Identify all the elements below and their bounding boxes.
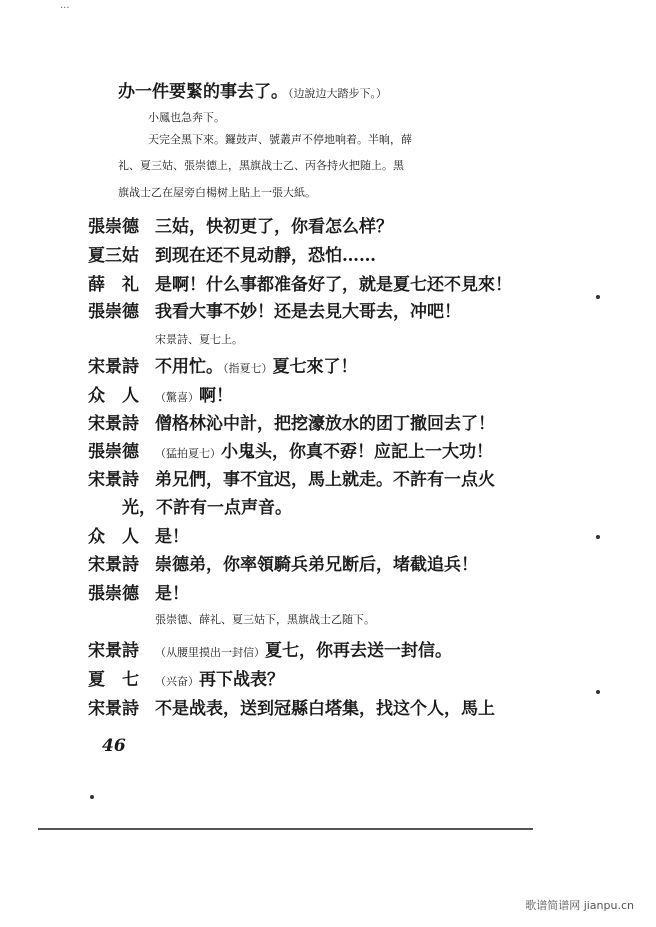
speaker-name: 宋景詩 bbox=[88, 555, 139, 575]
speaker-name: 張崇德 bbox=[88, 584, 139, 604]
dialogue-text bbox=[155, 669, 284, 693]
dialogue-text-part: 夏七來了！ bbox=[272, 357, 358, 377]
dialogue-text: 我看大事不妙！还是去見大哥去，冲吧！ bbox=[155, 302, 461, 322]
speaker-name: 宋景詩 bbox=[88, 414, 139, 434]
stage-direction: 旗战士乙在屋旁白楊树上貼上一張大紙。 bbox=[118, 186, 316, 199]
stage-direction: 宋景詩、夏七上。 bbox=[155, 333, 243, 346]
dialogue-text: 是！ bbox=[155, 584, 189, 604]
stage-direction: 礼、夏三姑、張崇德上，黑旗战士乙、丙各持火把随上。黑 bbox=[118, 159, 404, 172]
dialogue-text bbox=[155, 385, 233, 409]
dialogue-text-part: 小鬼头，你真不孬！应記上一大功！ bbox=[221, 442, 493, 462]
acting-direction: （从腰里摸出一封信） bbox=[155, 646, 265, 659]
bottom-rule bbox=[38, 828, 533, 830]
dialogue-text: 弟兄們，事不宜迟，馬上就走。不許有一点火 bbox=[155, 470, 495, 490]
dialogue-text: 三姑，快初更了，你看怎么样？ bbox=[155, 217, 393, 237]
dialogue-text-part: 夏七，你再去送一封信。 bbox=[265, 641, 452, 661]
speaker-name: 夏三姑 bbox=[88, 246, 139, 266]
opening-line bbox=[118, 82, 387, 104]
speaker-name: 众 人 bbox=[88, 527, 139, 547]
page-number: 46 bbox=[102, 736, 126, 756]
opening-line-direction: （边說边大踏步下。） bbox=[288, 87, 387, 100]
speaker-name: 張崇德 bbox=[88, 302, 139, 322]
speaker-name: 宋景詩 bbox=[88, 357, 139, 377]
dialogue-text-part: 再下战表？ bbox=[199, 670, 284, 690]
dialogue-text: 是！ bbox=[155, 527, 189, 547]
dialogue-text: 是啊！什么事都准备好了，就是夏七还不見來！ bbox=[155, 275, 512, 295]
dialogue-text: 崇德弟，你率領騎兵弟兄断后，堵截追兵！ bbox=[155, 555, 478, 575]
opening-line-text: 办一件要緊的事去了。 bbox=[118, 82, 288, 102]
stage-direction: 張崇德、薛礼、夏三姑下，黑旗战士乙随下。 bbox=[155, 613, 375, 626]
speaker-name: 众 人 bbox=[88, 386, 139, 406]
speaker-name: 夏 七 bbox=[88, 670, 139, 690]
speaker-name: 薛 礼 bbox=[88, 275, 139, 295]
scan-speck bbox=[90, 795, 94, 799]
dialogue-text-part: 不用忙。 bbox=[155, 357, 223, 377]
speaker-name: 宋景詩 bbox=[88, 470, 139, 490]
speaker-name: 宋景詩 bbox=[88, 641, 139, 661]
scan-speck bbox=[596, 535, 600, 539]
dialogue-text: 不是战表，送到冠縣白塔集，找这个人，馬上 bbox=[155, 699, 495, 719]
speaker-name: 張崇德 bbox=[88, 217, 139, 237]
dialogue-text-part: 啊！ bbox=[199, 386, 233, 406]
speaker-name: 張崇德 bbox=[88, 442, 139, 462]
speaker-name: 宋景詩 bbox=[88, 699, 139, 719]
stage-direction: 天完全黑下來。鑼鼓声、號叢声不停地响着。半晌，薛 bbox=[148, 133, 412, 146]
watermark: 歌谱简谱网 jianpu.cn bbox=[525, 899, 634, 912]
acting-direction: （驚喜） bbox=[155, 391, 199, 404]
acting-direction: （指夏七） bbox=[223, 362, 273, 375]
scan-speck bbox=[596, 295, 600, 299]
scan-speck bbox=[596, 690, 600, 694]
acting-direction: （兴奋） bbox=[155, 675, 199, 688]
dialogue-text bbox=[155, 640, 452, 664]
header-fragment: ... bbox=[60, 0, 70, 11]
dialogue-continuation: 光，不許有一点声音。 bbox=[122, 498, 292, 518]
dialogue-text: 僧格林沁中計，把挖濠放水的团丁撤回去了！ bbox=[155, 414, 495, 434]
stage-direction: 小鳳也急奔下。 bbox=[148, 111, 225, 124]
dialogue-text bbox=[155, 441, 493, 465]
dialogue-text bbox=[155, 356, 358, 380]
acting-direction: （猛拍夏七） bbox=[155, 447, 221, 460]
dialogue-text: 到现在还不見动靜，恐怕…… bbox=[155, 246, 376, 266]
